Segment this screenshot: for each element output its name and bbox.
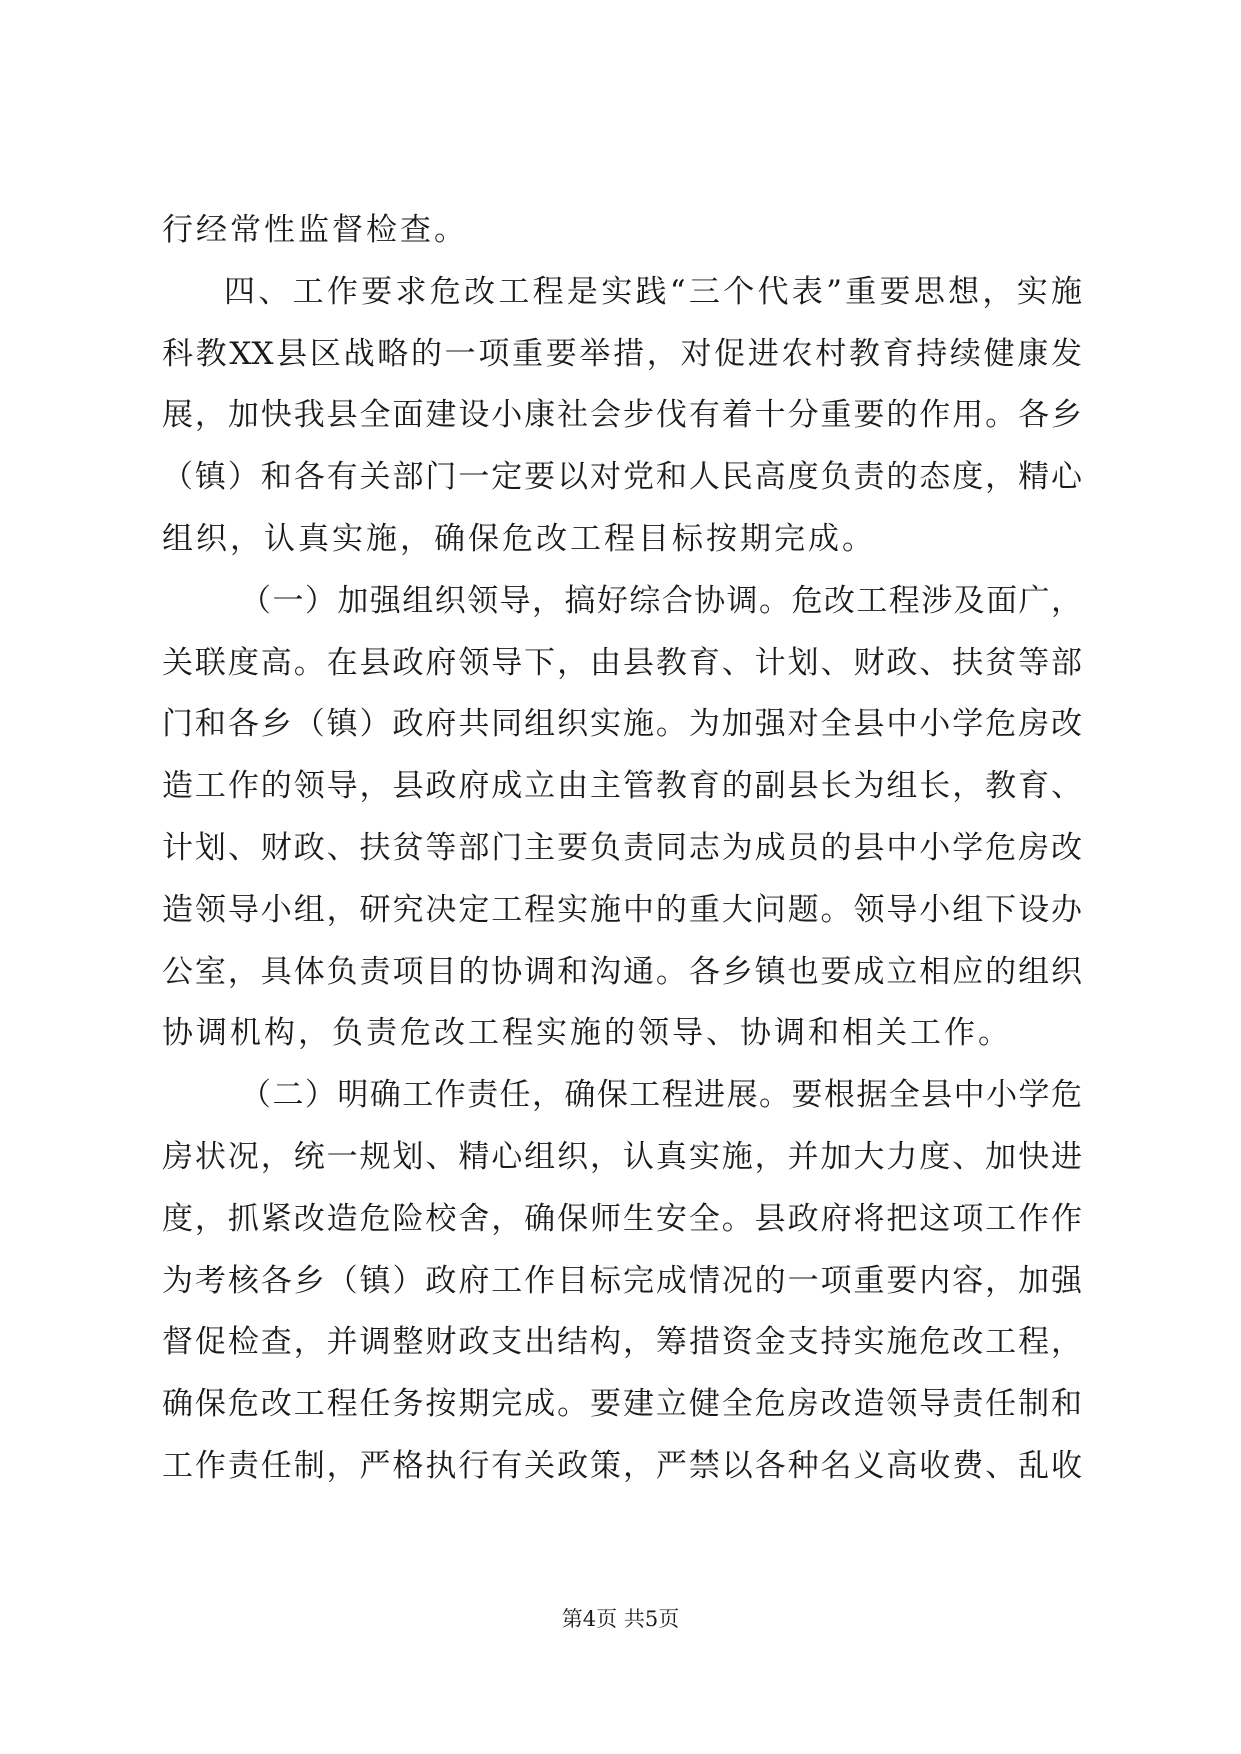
text-line: 四、工作要求危改工程是实践“三个代表”重要思想，实施 [224, 273, 1082, 310]
text-line: 科教XX县区战略的一项重要举措，对促进农村教育持续健康发 [162, 335, 1082, 372]
text-line: 展，加快我县全面建设小康社会步伐有着十分重要的作用。各乡 [162, 397, 1082, 434]
text-line: 关联度高。在县政府领导下，由县教育、计划、财政、扶贫等部 [162, 644, 1082, 681]
body-text [162, 200, 1082, 1498]
page-number: 第4页 共5页 [561, 1607, 680, 1631]
text-line: 行经常性监督检查。 [162, 212, 468, 248]
text-line: 造工作的领导，县政府成立由主管教育的副县长为组长，教育、 [162, 768, 1082, 805]
text-line: 督促检查，并调整财政支出结构，筹措资金支持实施危改工程， [162, 1324, 1082, 1361]
text-line: （镇）和各有关部门一定要以对党和人民高度负责的态度，精心 [162, 459, 1082, 496]
text-line: （二）明确工作责任，确保工程进展。要根据全县中小学危 [240, 1077, 1082, 1114]
text-line: 造领导小组，研究决定工程实施中的重大问题。领导小组下设办 [162, 891, 1082, 928]
text-line: （一）加强组织领导，搞好综合协调。危改工程涉及面广， [240, 582, 1082, 619]
text-line: 工作责任制，严格执行有关政策，严禁以各种名义高收费、乱收 [162, 1447, 1082, 1484]
text-line: 组织，认真实施，确保危改工程目标按期完成。 [162, 520, 876, 557]
text-line: 房状况，统一规划、精心组织，认真实施，并加大力度、加快进 [162, 1138, 1082, 1175]
text-line: 度，抓紧改造危险校舍，确保师生安全。县政府将把这项工作作 [162, 1200, 1082, 1237]
text-line: 为考核各乡（镇）政府工作目标完成情况的一项重要内容，加强 [162, 1262, 1082, 1299]
text-line: 门和各乡（镇）政府共同组织实施。为加强对全县中小学危房改 [162, 706, 1082, 743]
text-line: 确保危改工程任务按期完成。要建立健全危房改造领导责任制和 [162, 1386, 1082, 1423]
text-line: 计划、财政、扶贫等部门主要负责同志为成员的县中小学危房改 [162, 829, 1082, 866]
text-line: 协调机构，负责危改工程实施的领导、协调和相关工作。 [162, 1015, 1012, 1052]
text-line: 公室，具体负责项目的协调和沟通。各乡镇也要成立相应的组织 [162, 953, 1082, 990]
